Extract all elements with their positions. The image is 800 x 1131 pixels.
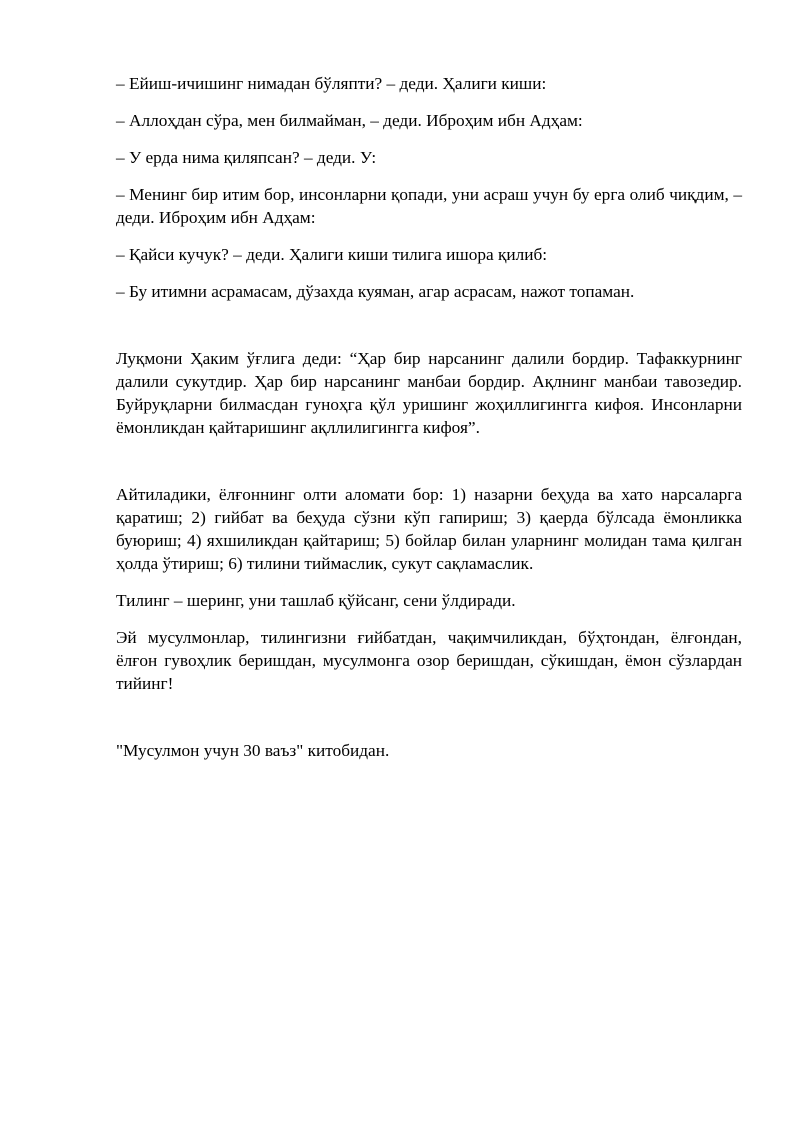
tongue-saying: Тилинг – шеринг, уни ташлаб қўйсанг, сени ўлдиради. [116, 591, 516, 610]
dialogue-line: – Бу итимни асрамасам, дўзахда куяман, агар асрасам, нажот топаман. [116, 282, 635, 301]
dialogue-line: – Менинг бир итим бор, инсонларни қопади, уни асраш учун бу ерга олиб чиқдим, – деди. Иброҳим ибн Адҳам: [116, 185, 742, 227]
source-citation: "Мусулмон учун 30 ваъз" китобидан. [116, 741, 390, 760]
dialogue-line: – Аллоҳдан сўра, мен билмайман, – деди. Иброҳим ибн Адҳам: [116, 111, 583, 130]
appeal-paragraph: Эй мусулмонлар, тилингизни ғийбатдан, чақимчиликдан, бўҳтондан, ёлғондан, ёлғон гувоҳлик беришдан, мусулмонга озор беришдан, сўкишдан, ёмон сўзлардан тийинг! [116, 628, 742, 693]
luqmon-paragraph: Луқмони Ҳаким ўғлига деди: “Ҳар бир нарсанинг далили бордир. Тафаккурнинг далили сукутдир. Ҳар бир нарсанинг манбаи бордир. Ақлнинг манбаи тавозедир. Буйруқларни билмасдан гуноҳга қўл уришинг жоҳиллигингга кифоя. Инсонларни ёмонликдан қайтаришинг ақллилигингга кифоя”. [116, 349, 742, 437]
dialogue-line: – Ейиш-ичишинг нимадан бўляпти? – деди. Ҳалиги киши: [116, 74, 547, 93]
dialogue-line: – У ерда нима қиляпсан? – деди. У: [116, 148, 377, 167]
document-body [116, 72, 742, 776]
dialogue-line: – Қайси кучук? – деди. Ҳалиги киши тилига ишора қилиб: [116, 245, 548, 264]
signs-paragraph: Айтиладики, ёлғоннинг олти аломати бор: 1) назарни беҳуда ва хато нарсаларга қаратиш; 2) гийбат ва беҳуда сўзни кўп гапириш; 3) қаерда бўлсада ёмонликка буюриш; 4) яхшиликдан қайтариш; 5) бойлар билан уларнинг молидан тама қилган ҳолда ўтириш; 6) тилини тиймаслик, сукут сақламаслик. [116, 485, 742, 573]
